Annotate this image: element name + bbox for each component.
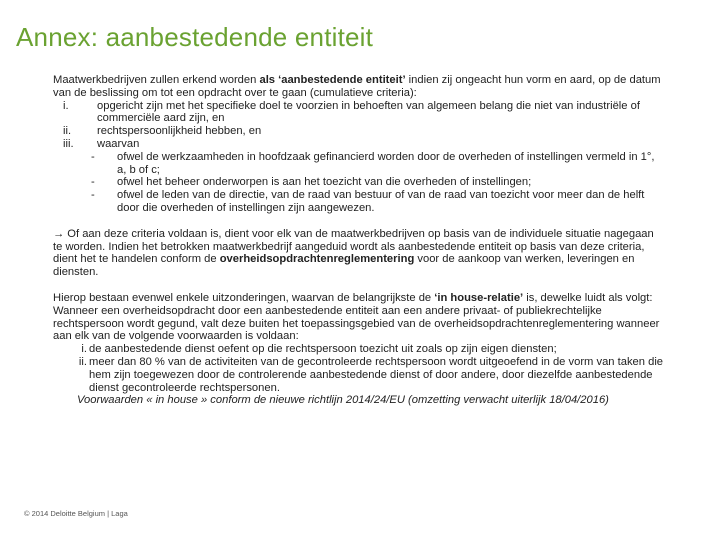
- condition-text: de aanbestedende dienst oefent op die rechtspersoon toezicht uit zoals op zijn eigen diensten;: [89, 343, 557, 356]
- condition-text: meer dan 80 % van de activiteiten van de gecontroleerde rechtspersoon wordt uitgeoefend in de vorm van taken die hem zijn toegewezen door de controlerende aanbestedende dienst of door andere, door diezelfde aanbestedende dienst gecontroleerde rechtspersonen.: [89, 355, 664, 394]
- conclusion-emphasis: overheidsopdrachtenreglementering: [219, 253, 415, 266]
- criterion-text: opgericht zijn met het specifieke doel te voorzien in behoeften van algemeen belang die niet van industriële of commerciële aard zijn, en: [97, 99, 640, 125]
- criterion-item: [53, 125, 665, 138]
- condition-number: i.: [81, 343, 87, 356]
- conclusion-text-c: voor de aankoop van werken, leveringen en diensten.: [53, 253, 635, 279]
- dash-bullet: -: [91, 189, 95, 202]
- subcriterion-text: ofwel de werkzaamheden in hoofdzaak gefinancierd worden door de overheden of instellingen vermeld in 1°, a, b of c;: [117, 150, 655, 176]
- criterion-text: rechtspersoonlijkheid hebben, en: [97, 125, 262, 138]
- subcriterion-item: [53, 151, 665, 177]
- exception-text-a: Hierop bestaan evenwel enkele uitzonderingen, waarvan de belangrijkste de: [53, 291, 435, 304]
- inhouse-intro-paragraph: Wanneer een overheidsopdracht door een aanbestedende entiteit aan een andere privaat- of publiekrechtelijke rechtspersoon wordt gegund, valt deze buiten het toepassingsgebied van de overheidsopdrachtenreglementering wanneer aan elk van de volgende voorwaarden is voldaan:: [53, 304, 660, 343]
- intro-emphasis: als ‘aanbestedende entiteit’: [259, 74, 406, 86]
- conclusion-paragraph: [53, 228, 665, 279]
- criterion-number: i.: [63, 99, 69, 112]
- dash-bullet: -: [91, 176, 95, 189]
- dash-bullet: -: [91, 150, 95, 163]
- subcriterion-text: ofwel de leden van de directie, van de raad van bestuur of van de raad van toezicht voor meer dan de helft door die overheden of instellingen zijn aangewezen.: [117, 189, 645, 214]
- spacer: [53, 279, 665, 292]
- subcriterion-item: [53, 189, 665, 215]
- subcriterion-text: ofwel het beheer onderworpen is aan het toezicht van die overheden of instellingen;: [117, 176, 532, 189]
- copyright-footer: © 2014 Deloitte Belgium | Laga: [24, 509, 128, 518]
- exception-paragraph: [53, 292, 665, 305]
- directive-note: Voorwaarden « in house » conform de nieuwe richtlijn 2014/24/EU (omzetting verwacht uiterlijk 18/04/2016): [77, 394, 609, 407]
- criterion-text: waarvan: [97, 137, 140, 150]
- intro-paragraph: [53, 74, 665, 100]
- criterion-item: [53, 100, 665, 126]
- intro-text-c: indien zij ongeacht hun vorm en aard, op de datum van de beslissing om tot een opdracht over te gaan (cumulatieve criteria):: [53, 74, 661, 99]
- criterion-number: ii.: [63, 125, 72, 138]
- condition-item: [53, 356, 665, 394]
- criterion-item: [53, 138, 665, 151]
- exception-text-c: is, dewelke luidt als volgt:: [523, 291, 653, 304]
- condition-item: [53, 343, 665, 356]
- page-title: Annex: aanbestedende entiteit: [16, 22, 374, 52]
- exception-emphasis: ‘in house-relatie’: [434, 291, 524, 304]
- subcriterion-item: [53, 176, 665, 189]
- criterion-number: iii.: [63, 137, 74, 150]
- intro-text-a: Maatwerkbedrijven zullen erkend worden: [53, 74, 260, 86]
- content-body: [53, 74, 665, 407]
- spacer: [53, 215, 665, 228]
- conclusion-text-a: → Of aan deze criteria voldaan is, dient voor elk van de maatwerkbedrijven op basis van de individuele situatie nagegaan te worden. Indien het betrokken maatwerkbedrijf aangeduid wordt als aanbestedende entiteit op basis van deze criteria, dient het te handelen conform de: [53, 227, 654, 266]
- condition-number: ii.: [78, 355, 87, 368]
